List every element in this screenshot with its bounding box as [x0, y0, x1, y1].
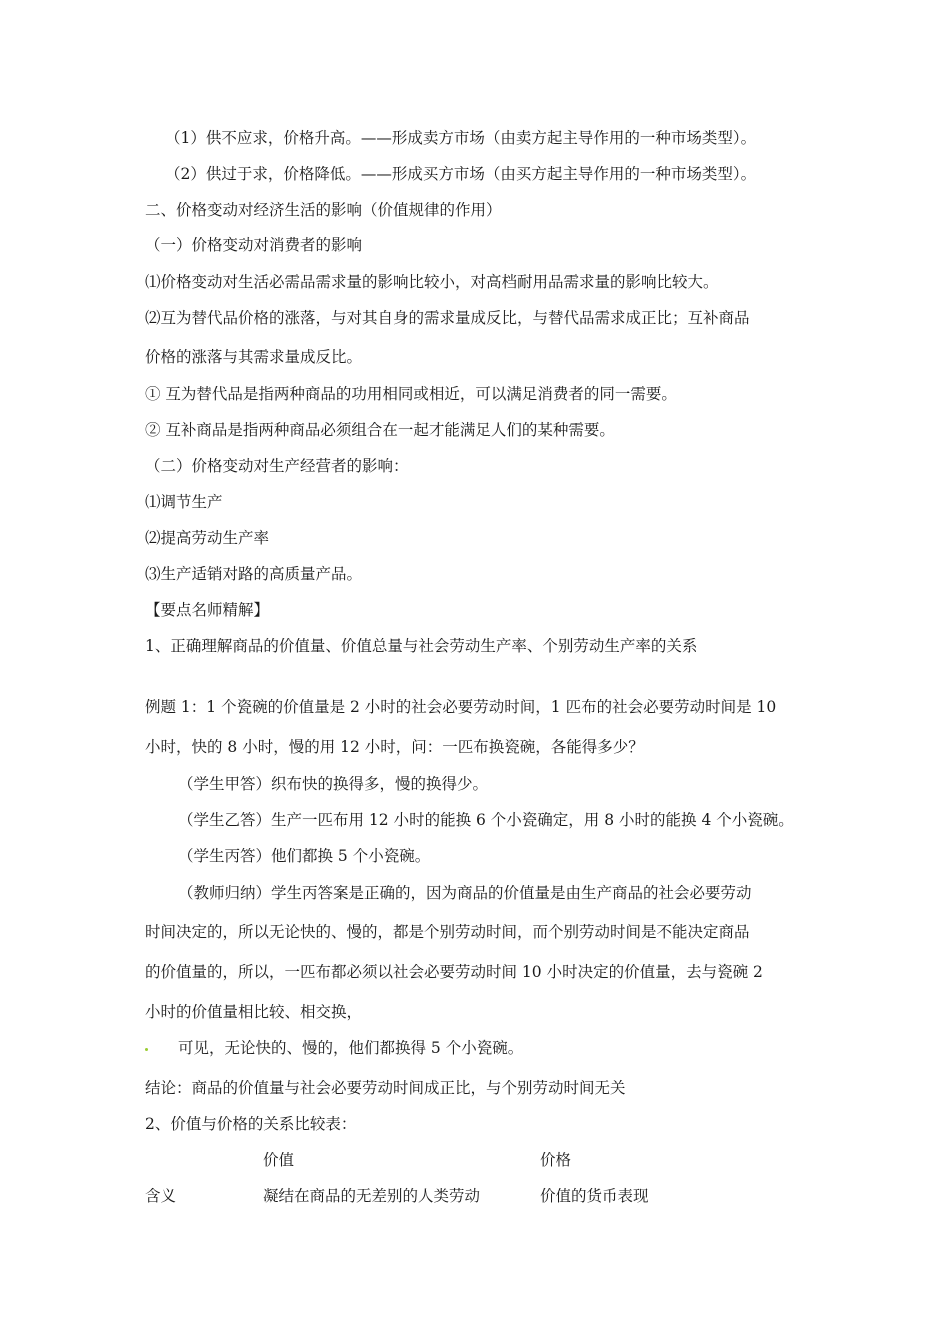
table-cell: 凝结在商品的无差别的人类劳动: [263, 1187, 481, 1205]
text-line: 2、价值与价格的关系比较表：: [145, 1115, 357, 1133]
text-line: 价格的涨落与其需求量成反比。: [145, 348, 363, 366]
section-heading: 二、价格变动对经济生活的影响（价值规律的作用）: [145, 201, 502, 219]
text-line: 结论：商品的价值量与社会必要劳动时间成正比，与个别劳动时间无关: [145, 1079, 626, 1097]
text-line: （学生乙答）生产一匹布用 12 小时的能换 6 个小瓷确定，用 8 小时的能换 4 个小瓷碗。: [178, 811, 794, 829]
subsection-heading: （二）价格变动对生产经营者的影响：: [145, 457, 409, 475]
text-line: ⑴调节生产: [145, 493, 223, 511]
text-line: ⑵提高劳动生产率: [145, 529, 270, 547]
text-line: 时间决定的，所以无论快的、慢的，都是个别劳动时间，而个别劳动时间是不能决定商品: [145, 923, 750, 941]
section-heading: 【要点名师精解】: [145, 601, 270, 619]
text-line: （1）供不应求，价格升高。——形成卖方市场（由卖方起主导作用的一种市场类型）。: [165, 129, 757, 147]
text-line: 小时，快的 8 小时，慢的用 12 小时，问：一匹布换瓷碗，各能得多少？: [145, 738, 644, 756]
text-line: 小时的价值量相比较、相交换，: [145, 1003, 363, 1021]
table-header-cell: 价值: [263, 1151, 295, 1169]
text-line: （2）供过于求，价格降低。——形成买方市场（由买方起主导作用的一种市场类型）。: [165, 165, 757, 183]
text-line: 1、正确理解商品的价值量、价值总量与社会劳动生产率、个别劳动生产率的关系: [145, 637, 698, 655]
text-line: （教师归纳）学生丙答案是正确的，因为商品的价值量是由生产商品的社会必要劳动: [178, 884, 752, 902]
text-line: ⑴价格变动对生活必需品需求量的影响比较小，对高档耐用品需求量的影响比较大。: [145, 273, 719, 291]
text-line: （学生甲答）织布快的换得多，慢的换得少。: [178, 775, 489, 793]
table-header-cell: 价格: [540, 1151, 572, 1169]
table-cell: 价值的货币表现: [540, 1187, 649, 1205]
text-line: ⑵互为替代品价格的涨落，与对其自身的需求量成反比，与替代品需求成正比；互补商品: [145, 309, 750, 327]
text-line: 例题 1：1 个瓷碗的价值量是 2 小时的社会必要劳动时间，1 匹布的社会必要劳动时间是 10: [145, 698, 777, 716]
text-line: 的价值量的，所以，一匹布都必须以社会必要劳动时间 10 小时决定的价值量，去与瓷碗 2: [145, 963, 763, 981]
subsection-heading: （一）价格变动对消费者的影响: [145, 236, 363, 254]
text-line: （学生丙答）他们都换 5 个小瓷碗。: [178, 847, 431, 865]
bullet-dot: [145, 1048, 148, 1051]
text-line: ⑶生产适销对路的高质量产品。: [145, 565, 363, 583]
text-line: 可见，无论快的、慢的，他们都换得 5 个小瓷碗。: [178, 1039, 524, 1057]
text-line: ① 互为替代品是指两种商品的功用相同或相近，可以满足消费者的同一需要。: [145, 385, 677, 403]
table-cell: 含义: [145, 1187, 177, 1205]
text-line: ② 互补商品是指两种商品必须组合在一起才能满足人们的某种需要。: [145, 421, 615, 439]
